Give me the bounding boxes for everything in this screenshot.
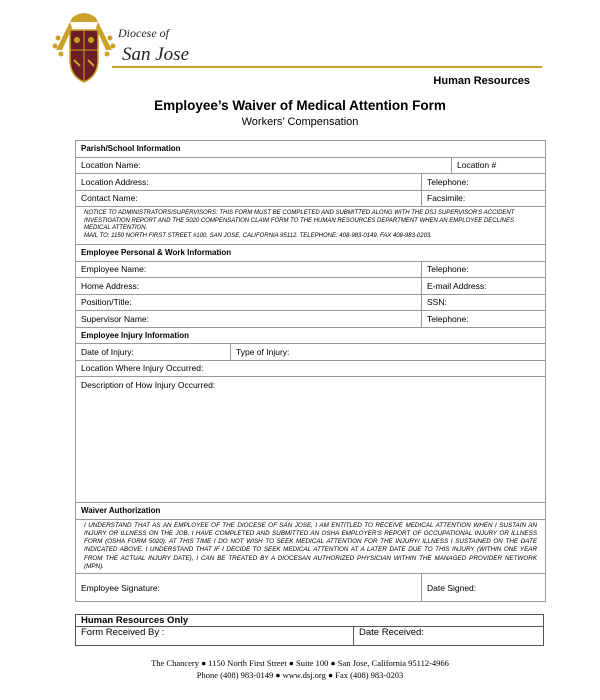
location-telephone-field[interactable]: Telephone: [422, 174, 546, 191]
employee-signature-field[interactable]: Employee Signature: [76, 574, 422, 602]
supervisor-telephone-field[interactable]: Telephone: [422, 311, 546, 328]
hr-only-heading: Human Resources Only [76, 615, 544, 627]
waiver-text: I UNDERSTAND THAT AS AN EMPLOYEE OF THE DIOCESE OF SAN JOSE, I AM ENTITLED TO RECEIVE MEDICAL ATTENTION WHEN I SUSTAIN AN INJURY OR ILLNESS ON THE JOB. I HAVE COMPLETED AND SUBMITTED AN OSHA EMPLOYER'S REPORT OF OCCUPATIONAL INJURY OR ILLNESS FORM (OSHA FORM 5020). AT THIS TIME I DO NOT WISH TO SEEK MEDICAL ATTENTION FOR THE INJURY/ ILLNESS I SUSTAINED ON THE DATE INDICATED ABOVE. I UNDERSTAND THAT IF I DECIDE TO SEEK MEDICAL ATTENTION AT A LATER DATE DUE TO THIS INJURY (WITHIN ONE YEAR FROM THE ACTUAL INJURY DATE), I CAN BE TREATED BY A DIOCESAN AUTHORIZED PHYSICIAN WITHIN THE MANAGED PROVIDER NETWORK (MPN). [76, 519, 546, 574]
supervisor-name-field[interactable]: Supervisor Name: [76, 311, 422, 328]
coat-of-arms-icon [52, 10, 116, 86]
section-employee-heading: Employee Personal & Work Information [76, 245, 546, 262]
type-of-injury-field[interactable]: Type of Injury: [231, 344, 546, 361]
date-received-field[interactable]: Date Received: [354, 627, 544, 646]
contact-name-field[interactable]: Contact Name: [76, 190, 422, 207]
form-title: Employee’s Waiver of Medical Attention Form [154, 98, 446, 113]
injury-description-field[interactable]: Description of How Injury Occurred: [76, 377, 546, 503]
logo-text-san-jose: San Jose [122, 44, 190, 65]
hr-only-table [75, 614, 544, 646]
facsimile-field[interactable]: Facsimile: [422, 190, 546, 207]
header-rule [112, 66, 542, 68]
home-address-field[interactable]: Home Address: [76, 278, 422, 295]
employee-name-field[interactable]: Employee Name: [76, 261, 422, 278]
footer-contact: Phone (408) 983-0149 ● www.dsj.org ● Fax (408) 983-0203 [196, 670, 404, 680]
notice-mail-text: MAIL TO: 1150 NORTH FIRST STREET #100, SAN JOSE, CALIFORNIA 95112. TELEPHONE: 408-983-0149, FAX 408-983-0203. [84, 232, 432, 239]
form-subtitle: Workers’ Compensation [241, 116, 359, 128]
email-address-field[interactable]: E-mail Address: [422, 278, 546, 295]
location-number-field[interactable]: Location # [452, 157, 546, 174]
section-parish-heading: Parish/School Information [76, 141, 546, 158]
ssn-field[interactable]: SSN: [422, 294, 546, 311]
section-waiver-heading: Waiver Authorization [76, 503, 546, 520]
department-label: Human Resources [433, 75, 530, 87]
diocese-logo [52, 10, 202, 86]
notice-box [76, 207, 546, 245]
position-title-field[interactable]: Position/Title: [76, 294, 422, 311]
logo-text-diocese: Diocese of [118, 26, 169, 40]
section-injury-heading: Employee Injury Information [76, 327, 546, 344]
date-of-injury-field[interactable]: Date of Injury: [76, 344, 231, 361]
footer-address: The Chancery ● 1150 North First Street ● Suite 100 ● San Jose, California 95112-4966 [151, 658, 449, 668]
injury-location-field[interactable]: Location Where Injury Occurred: [76, 360, 546, 377]
waiver-form [75, 140, 546, 602]
form-received-by-field[interactable]: Form Received By : [76, 627, 354, 646]
employee-telephone-field[interactable]: Telephone: [422, 261, 546, 278]
notice-text: NOTICE TO ADMINISTRATORS/SUPERVISORS: THIS FORM MUST BE COMPLETED AND SUBMITTED ALONG WITH THE DSJ SUPERVISOR'S ACCIDENT INVESTIGATION REPORT AND THE 5020 COMPENSATION CLAIM FORM TO THE HUMAN RESOURCES DEPARTMENT WHEN AN EMPLOYEE DECLINES MEDICAL ATTENTION. [84, 210, 515, 231]
location-name-field[interactable]: Location Name: [76, 157, 452, 174]
date-signed-field[interactable]: Date Signed: [422, 574, 546, 602]
location-address-field[interactable]: Location Address: [76, 174, 422, 191]
